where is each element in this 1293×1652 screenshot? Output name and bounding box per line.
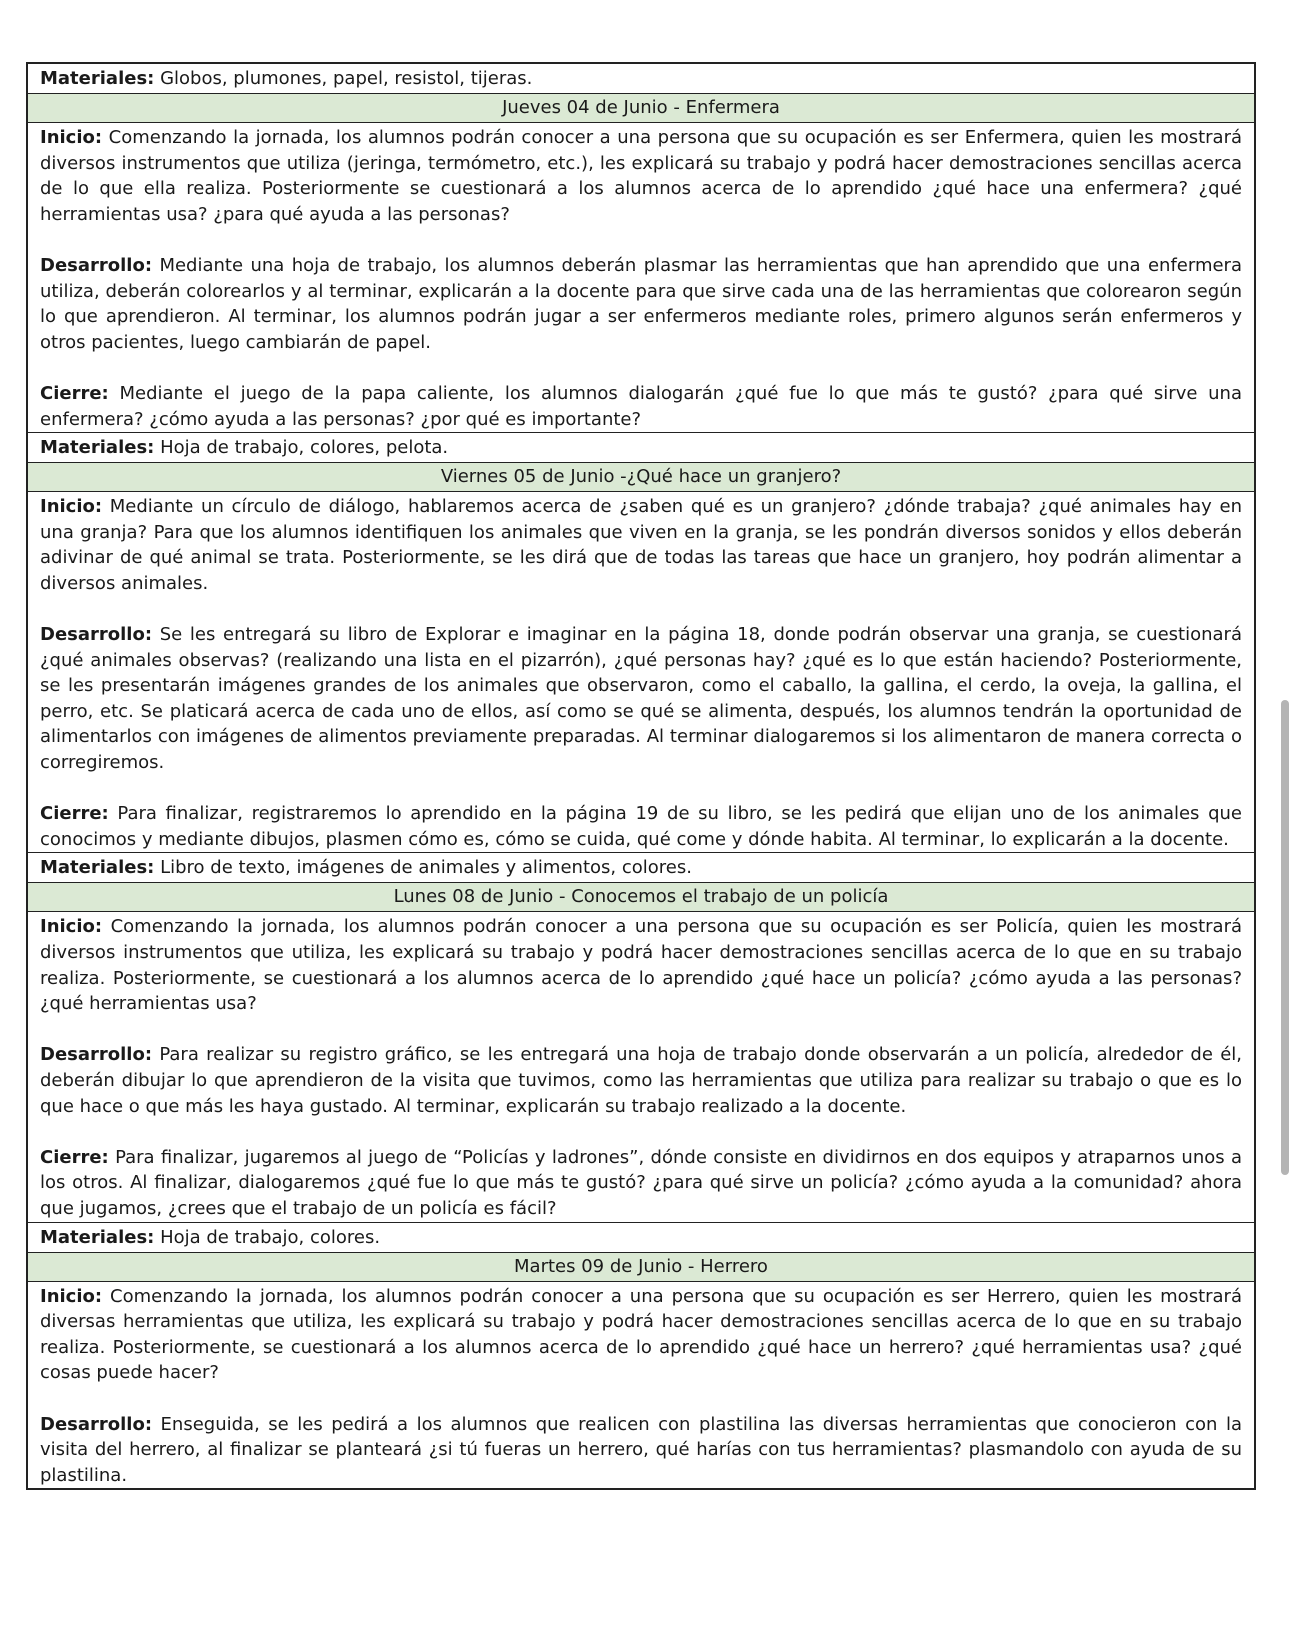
materials-label: Materiales:	[40, 437, 155, 459]
activity-phase-label: Inicio:	[40, 496, 103, 518]
materials-row	[28, 64, 1254, 94]
activity-text: Comenzando la jornada, los alumnos podrán conocer a una persona que su ocupación es ser Herrero, quien les mostrará diversas herramientas que utiliza, les explicará su trabajo y podrá hacer demostraciones sencillas acerca de lo que en su trabajo realiza. Posteriormente, se cuestionará a los alumnos acerca de lo aprendido ¿qué hace un herrero? ¿qué herramientas usa? ¿qué cosas puede hacer?	[40, 1285, 1242, 1384]
day-header: Jueves 04 de Junio - Enfermera	[28, 94, 1254, 123]
activity-text: Enseguida, se les pedirá a los alumnos que realicen con plastilina las diversas herramientas que conocieron con la visita del herrero, al finalizar se planteará ¿si tú fueras un herrero, qué harías con tus herramientas? plasmandolo con ayuda de su plastilina.	[40, 1413, 1242, 1486]
activity-text: Para realizar su registro gráfico, se les entregará una hoja de trabajo donde observarán a un policía, alrededor de él, deberán dibujar lo que aprendieron de la visita que tuvimos, como las herramientas que utiliza para realizar su trabajo o que es lo que hace o que más les haya gustado. Al terminar, explicarán su trabajo realizado a la docente.	[40, 1044, 1242, 1117]
materials-row	[28, 433, 1254, 463]
materials-text: Hoja de trabajo, colores.	[154, 1226, 381, 1248]
materials-row	[28, 853, 1254, 883]
materials-label: Materiales:	[40, 857, 155, 879]
vertical-scrollbar[interactable]	[1281, 700, 1289, 1175]
activity-phase-label: Cierre:	[40, 1146, 109, 1168]
activity-text: Comenzando la jornada, los alumnos podrán conocer a una persona que su ocupación es ser Enfermera, quien les mostrará diversos instrumentos que utiliza (jeringa, termómetro, etc.), les explicará su trabajo y podrá hacer demostraciones sencillas acerca de lo que ella realiza. Posteriormente se cuestionará a los alumnos acerca de lo aprendido ¿qué hace una enfermera? ¿qué herramientas usa? ¿para qué ayuda a las personas?	[40, 127, 1242, 225]
activity-text: Para finalizar, registraremos lo aprendido en la página 19 de su libro, se les pedirá que elijan uno de los animales que conocimos y mediante dibujos, plasmen cómo es, cómo se cuida, qué come y dónde habita. Al terminar, lo explicarán a la docente.	[40, 803, 1242, 850]
activity-paragraph	[40, 1042, 1242, 1119]
activity-paragraph	[40, 494, 1242, 596]
activity-content	[28, 492, 1254, 853]
activity-phase-label: Inicio:	[40, 916, 103, 938]
materials-row	[28, 1223, 1254, 1253]
activity-phase-label: Desarrollo:	[40, 1413, 153, 1435]
day-header: Martes 09 de Junio - Herrero	[28, 1253, 1254, 1282]
activity-paragraph	[40, 1412, 1242, 1489]
materials-text: Globos, plumones, papel, resistol, tijeras.	[154, 68, 533, 89]
day-header: Lunes 08 de Junio - Conocemos el trabajo de un policía	[28, 883, 1254, 912]
activity-text: Mediante el juego de la papa caliente, los alumnos dialogarán ¿qué fue lo que más te gustó? ¿para qué sirve una enfermera? ¿cómo ayuda a las personas? ¿por qué es importante?	[40, 382, 1242, 430]
activity-phase-label: Inicio:	[40, 1285, 103, 1307]
activity-paragraph	[40, 622, 1242, 776]
activity-content	[28, 912, 1254, 1222]
materials-text: Libro de texto, imágenes de animales y alimentos, colores.	[154, 857, 692, 879]
activity-phase-label: Cierre:	[40, 382, 109, 404]
activity-paragraph	[40, 125, 1242, 227]
activity-paragraph	[40, 801, 1242, 852]
lesson-plan-table	[26, 62, 1256, 1490]
activity-paragraph	[40, 381, 1242, 432]
activity-paragraph	[40, 1284, 1242, 1386]
activity-text: Comenzando la jornada, los alumnos podrán conocer a una persona que su ocupación es ser Policía, quien les mostrará diversos instrumentos que utiliza, les explicará su trabajo y podrá hacer demostraciones sencillas acerca de lo que en su trabajo realiza. Posteriormente, se cuestionará a los alumnos acerca de lo aprendido ¿qué hace un policía? ¿cómo ayuda a las personas? ¿qué herramientas usa?	[40, 916, 1242, 1015]
activity-content	[28, 1282, 1254, 1489]
activity-phase-label: Desarrollo:	[40, 1044, 153, 1066]
day-header: Viernes 05 de Junio -¿Qué hace un granjero?	[28, 463, 1254, 492]
materials-label: Materiales:	[40, 68, 155, 89]
materials-text: Hoja de trabajo, colores, pelota.	[154, 437, 449, 459]
activity-phase-label: Cierre:	[40, 803, 109, 825]
materials-label: Materiales:	[40, 1226, 155, 1248]
activity-paragraph	[40, 253, 1242, 355]
activity-paragraph	[40, 914, 1242, 1016]
activity-phase-label: Inicio:	[40, 127, 103, 148]
activity-text: Mediante una hoja de trabajo, los alumnos deberán plasmar las herramientas que han aprendido que una enfermera utiliza, deberán colorearlos y al terminar, explicarán a la docente para que sirve cada una de las herramientas que colorearon según lo que aprendieron. Al terminar, los alumnos podrán jugar a ser enfermeros mediante roles, primero algunos serán enfermeros y otros pacientes, luego cambiarán de papel.	[40, 254, 1242, 353]
activity-text: Se les entregará su libro de Explorar e imaginar en la página 18, donde podrán observar una granja, se cuestionará ¿qué animales observas? (realizando una lista en el pizarrón), ¿qué personas hay? ¿qué es lo que están haciendo? Posteriormente, se les presentarán imágenes grandes de los animales que observaron, como el caballo, la gallina, el cerdo, la oveja, la gallina, el perro, etc. Se platicará acerca de cada uno de ellos, así como se qué se alimenta, después, los alumnos tendrán la oportunidad de alimentarlos con imágenes de alimentos previamente preparadas. Al terminar dialogaremos si los alimentaron de manera correcta o corregiremos.	[40, 624, 1242, 774]
activity-paragraph	[40, 1145, 1242, 1222]
activity-text: Mediante un círculo de diálogo, hablaremos acerca de ¿saben qué es un granjero? ¿dónde trabaja? ¿qué animales hay en una granja? Para que los alumnos identifiquen los animales que viven en la granja, se les pondrán diversos sonidos y ellos deberán adivinar de qué animal se trata. Posteriormente, se les dirá que de todas las tareas que hace un granjero, hoy podrán alimentar a diversos animales.	[40, 496, 1242, 594]
activity-text: Para finalizar, jugaremos al juego de “Policías y ladrones”, dónde consiste en dividirnos en dos equipos y atraparnos unos a los otros. Al finalizar, dialogaremos ¿qué fue lo que más te gustó? ¿para qué sirve un policía? ¿cómo ayuda a la comunidad? ahora que jugamos, ¿crees que el trabajo de un policía es fácil?	[40, 1146, 1242, 1219]
activity-phase-label: Desarrollo:	[40, 624, 153, 646]
activity-content	[28, 123, 1254, 433]
activity-phase-label: Desarrollo:	[40, 254, 153, 276]
